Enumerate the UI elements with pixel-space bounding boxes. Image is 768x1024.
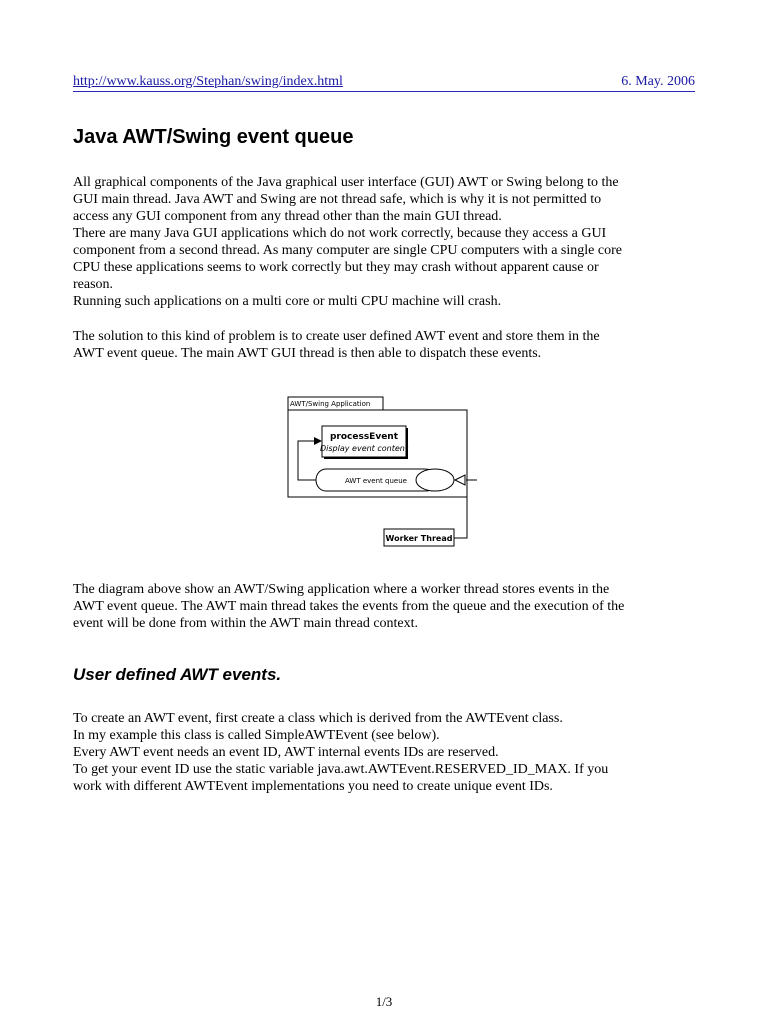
worker-link-line — [454, 480, 467, 538]
process-event-subtitle: Display event content — [320, 444, 408, 453]
header-date: 6. May. 2006 — [621, 74, 695, 89]
worker-thread-label: Worker Thread — [385, 534, 453, 543]
diagram-svg — [284, 394, 484, 548]
caption-line: event will be done from within the AWT main thread context. — [73, 616, 419, 631]
section-body-paragraph — [73, 710, 703, 795]
intro-line: component from a second thread. As many computer are single CPU computers with a single core — [73, 243, 622, 258]
page-header — [73, 73, 695, 92]
document-page — [73, 0, 695, 1024]
solution-line: AWT event queue. The main AWT GUI thread is then able to dispatch these events. — [73, 346, 542, 361]
intro-line: There are many Java GUI applications which do not work correctly, because they access a GUI — [73, 226, 607, 241]
caption-line: The diagram above show an AWT/Swing application where a worker thread stores events in the — [73, 582, 610, 597]
section-line: To create an AWT event, first create a class which is derived from the AWTEvent class. — [73, 711, 563, 726]
diagram-caption-paragraph — [73, 581, 703, 632]
page-number: 1/3 — [375, 994, 393, 1009]
event-queue-end-cap — [416, 469, 454, 491]
header-url-link[interactable]: http://www.kauss.org/Stephan/swing/index.html — [73, 74, 343, 89]
section-title: User defined AWT events. — [73, 665, 282, 684]
dispatch-loop-line — [298, 441, 319, 480]
page-title: Java AWT/Swing event queue — [73, 126, 354, 148]
intro-line: access any GUI component from any thread other than the main GUI thread. — [73, 209, 502, 224]
section-line: work with different AWTEvent implementations you need to create unique event IDs. — [73, 779, 553, 794]
intro-line: Running such applications on a multi core or multi CPU machine will crash. — [73, 294, 502, 309]
section-line: To get your event ID use the static variable java.awt.AWTEvent.RESERVED_ID_MAX. If you — [73, 762, 609, 777]
section-line: Every AWT event needs an event ID, AWT internal events IDs are reserved. — [73, 745, 499, 760]
event-queue-label: AWT event queue — [345, 477, 407, 485]
solution-paragraph — [73, 328, 703, 362]
intro-line: reason. — [73, 277, 114, 292]
process-event-title: processEvent — [329, 432, 399, 442]
awt-event-queue-diagram — [284, 394, 484, 548]
app-frame-label: AWT/Swing Application — [290, 400, 371, 408]
worker-arrow-head — [455, 475, 465, 485]
intro-line: CPU these applications seems to work correctly but they may crash without apparent cause or — [73, 260, 599, 275]
caption-line: AWT event queue. The AWT main thread takes the events from the queue and the execution of the — [73, 599, 625, 614]
intro-paragraph — [73, 174, 703, 310]
section-line: In my example this class is called SimpleAWTEvent (see below). — [73, 728, 440, 743]
solution-line: The solution to this kind of problem is to create user defined AWT event and store them in the — [73, 329, 600, 344]
intro-line: All graphical components of the Java graphical user interface (GUI) AWT or Swing belong to the — [73, 175, 619, 190]
intro-line: GUI main thread. Java AWT and Swing are not thread safe, which is why it is not permitted to — [73, 192, 602, 207]
